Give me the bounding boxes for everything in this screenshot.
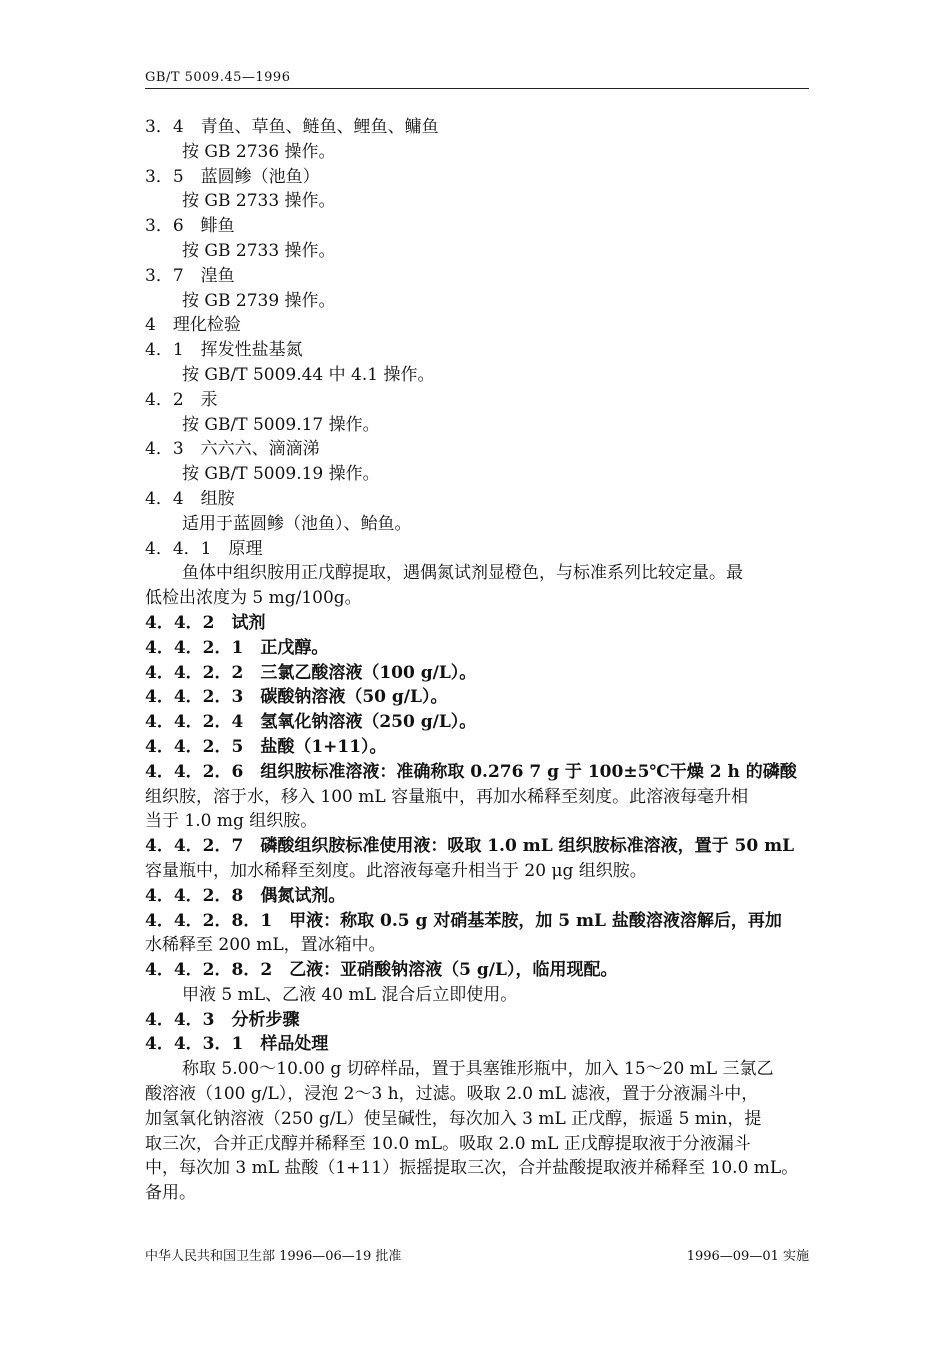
text-line: 甲液 5 mL、乙液 40 mL 混合后立即使用。 <box>182 984 518 1005</box>
text-line: 4．4．2．8．2 乙液：亚硝酸钠溶液（5 g/L），临用现配。 <box>145 960 618 981</box>
text-line: 适用于蓝圆鲹（池鱼）、鲐鱼。 <box>182 513 412 534</box>
approval-note: 中华人民共和国卫生部 1996—06—19 批准 <box>145 1249 402 1264</box>
text-line: 4．4．2．2 三氯乙酸溶液（100 g/L）。 <box>145 662 477 683</box>
text-line: 4．1 挥发性盐基氮 <box>145 340 303 361</box>
text-line: 按 GB 2739 操作。 <box>182 290 336 311</box>
text-line: 3．4 青鱼、草鱼、鲢鱼、鲤鱼、鳙鱼 <box>145 117 439 137</box>
text-line: 4．4．3．1 样品处理 <box>145 1034 329 1055</box>
text-line: 容量瓶中，加水稀释至刻度。此溶液每毫升相当于 20 μg 组织胺。 <box>145 860 647 881</box>
text-line: 4．3 六六六、滴滴涕 <box>145 439 320 460</box>
text-line: 4．2 汞 <box>145 389 218 410</box>
header-rule <box>145 88 809 89</box>
text-line: 酸溶液（100 g/L），浸泡 2～3 h，过滤。吸取 2.0 mL 滤液，置于分液漏斗中， <box>145 1084 759 1105</box>
text-line: 4．4．2 试剂 <box>145 612 266 633</box>
text-line: 水稀释至 200 mL，置冰箱中。 <box>145 935 386 956</box>
text-line: 4．4 组胺 <box>145 488 235 509</box>
text-line: 组织胺，溶于水，移入 100 mL 容量瓶中，再加水稀释至刻度。此溶液每毫升相 <box>145 786 749 807</box>
text-line: 4．4．2．7 磷酸组织胺标准使用液：吸取 1.0 mL 组织胺标准溶液，置于 50 mL <box>145 836 795 857</box>
text-line: 备用。 <box>145 1183 196 1204</box>
text-line: 按 GB 2733 操作。 <box>182 240 336 261</box>
implementation-date: 1996—09—01 实施 <box>686 1249 809 1264</box>
text-line: 4．4．2．3 碳酸钠溶液（50 g/L）。 <box>145 687 448 708</box>
text-line: 加氢氧化钠溶液（250 g/L）使呈碱性，每次加入 3 mL 正戊醇，振遥 5 min，提 <box>145 1108 762 1129</box>
text-line: 按 GB/T 5009.19 操作。 <box>182 464 380 485</box>
text-line: 按 GB/T 5009.44 中 4.1 操作。 <box>182 364 435 385</box>
text-line: 中，每次加 3 mL 盐酸（1+11）振摇提取三次，合并盐酸提取液并稀释至 10.0 mL。 <box>145 1158 799 1179</box>
text-line: 4．4．2．8．1 甲液：称取 0.5 g 对硝基苯胺，加 5 mL 盐酸溶液溶解后，再加 <box>145 910 782 931</box>
text-line: 4．4．1 原理 <box>145 538 263 559</box>
text-line: 低检出浓度为 5 mg/100g。 <box>145 588 362 609</box>
text-line: 取三次，合并正戊醇并稀释至 10.0 mL。吸取 2.0 mL 正戊醇提取液于分液漏斗 <box>145 1133 751 1154</box>
text-line: 4．4．2．8 偶氮试剂。 <box>145 885 346 906</box>
text-line: 按 GB/T 5009.17 操作。 <box>182 414 380 435</box>
text-line: 4．4．2．4 氢氧化钠溶液（250 g/L）。 <box>145 712 477 733</box>
standard-code: GB/T 5009.45—1996 <box>145 70 291 85</box>
text-line: 3．5 蓝圆鲹（池鱼） <box>145 166 320 187</box>
text-line: 鱼体中组织胺用正戊醇提取，遇偶氮试剂显橙色，与标准系列比较定量。最 <box>182 563 743 584</box>
text-line: 4．4．2．6 组织胺标准溶液：准确称取 0.276 7 g 于 100±5℃干燥 2 h 的磷酸 <box>145 761 797 782</box>
text-line: 按 GB 2733 操作。 <box>182 191 336 212</box>
text-line: 4．4．2．5 盐酸（1+11）。 <box>145 736 387 757</box>
text-line: 当于 1.0 mg 组织胺。 <box>145 811 318 832</box>
text-line: 称取 5.00～10.00 g 切碎样品，置于具塞锥形瓶中，加入 15～20 mL 三氯乙 <box>182 1059 774 1080</box>
text-line: 4．4．3 分析步骤 <box>145 1009 300 1030</box>
text-line: 4．4．2．1 正戊醇。 <box>145 637 329 658</box>
text-line: 按 GB 2736 操作。 <box>182 141 336 162</box>
text-line: 4 理化检验 <box>145 315 241 336</box>
document-body <box>145 115 809 1206</box>
text-line: 3．6 鲱鱼 <box>145 216 235 237</box>
text-line: 3．7 湟鱼 <box>145 265 235 286</box>
